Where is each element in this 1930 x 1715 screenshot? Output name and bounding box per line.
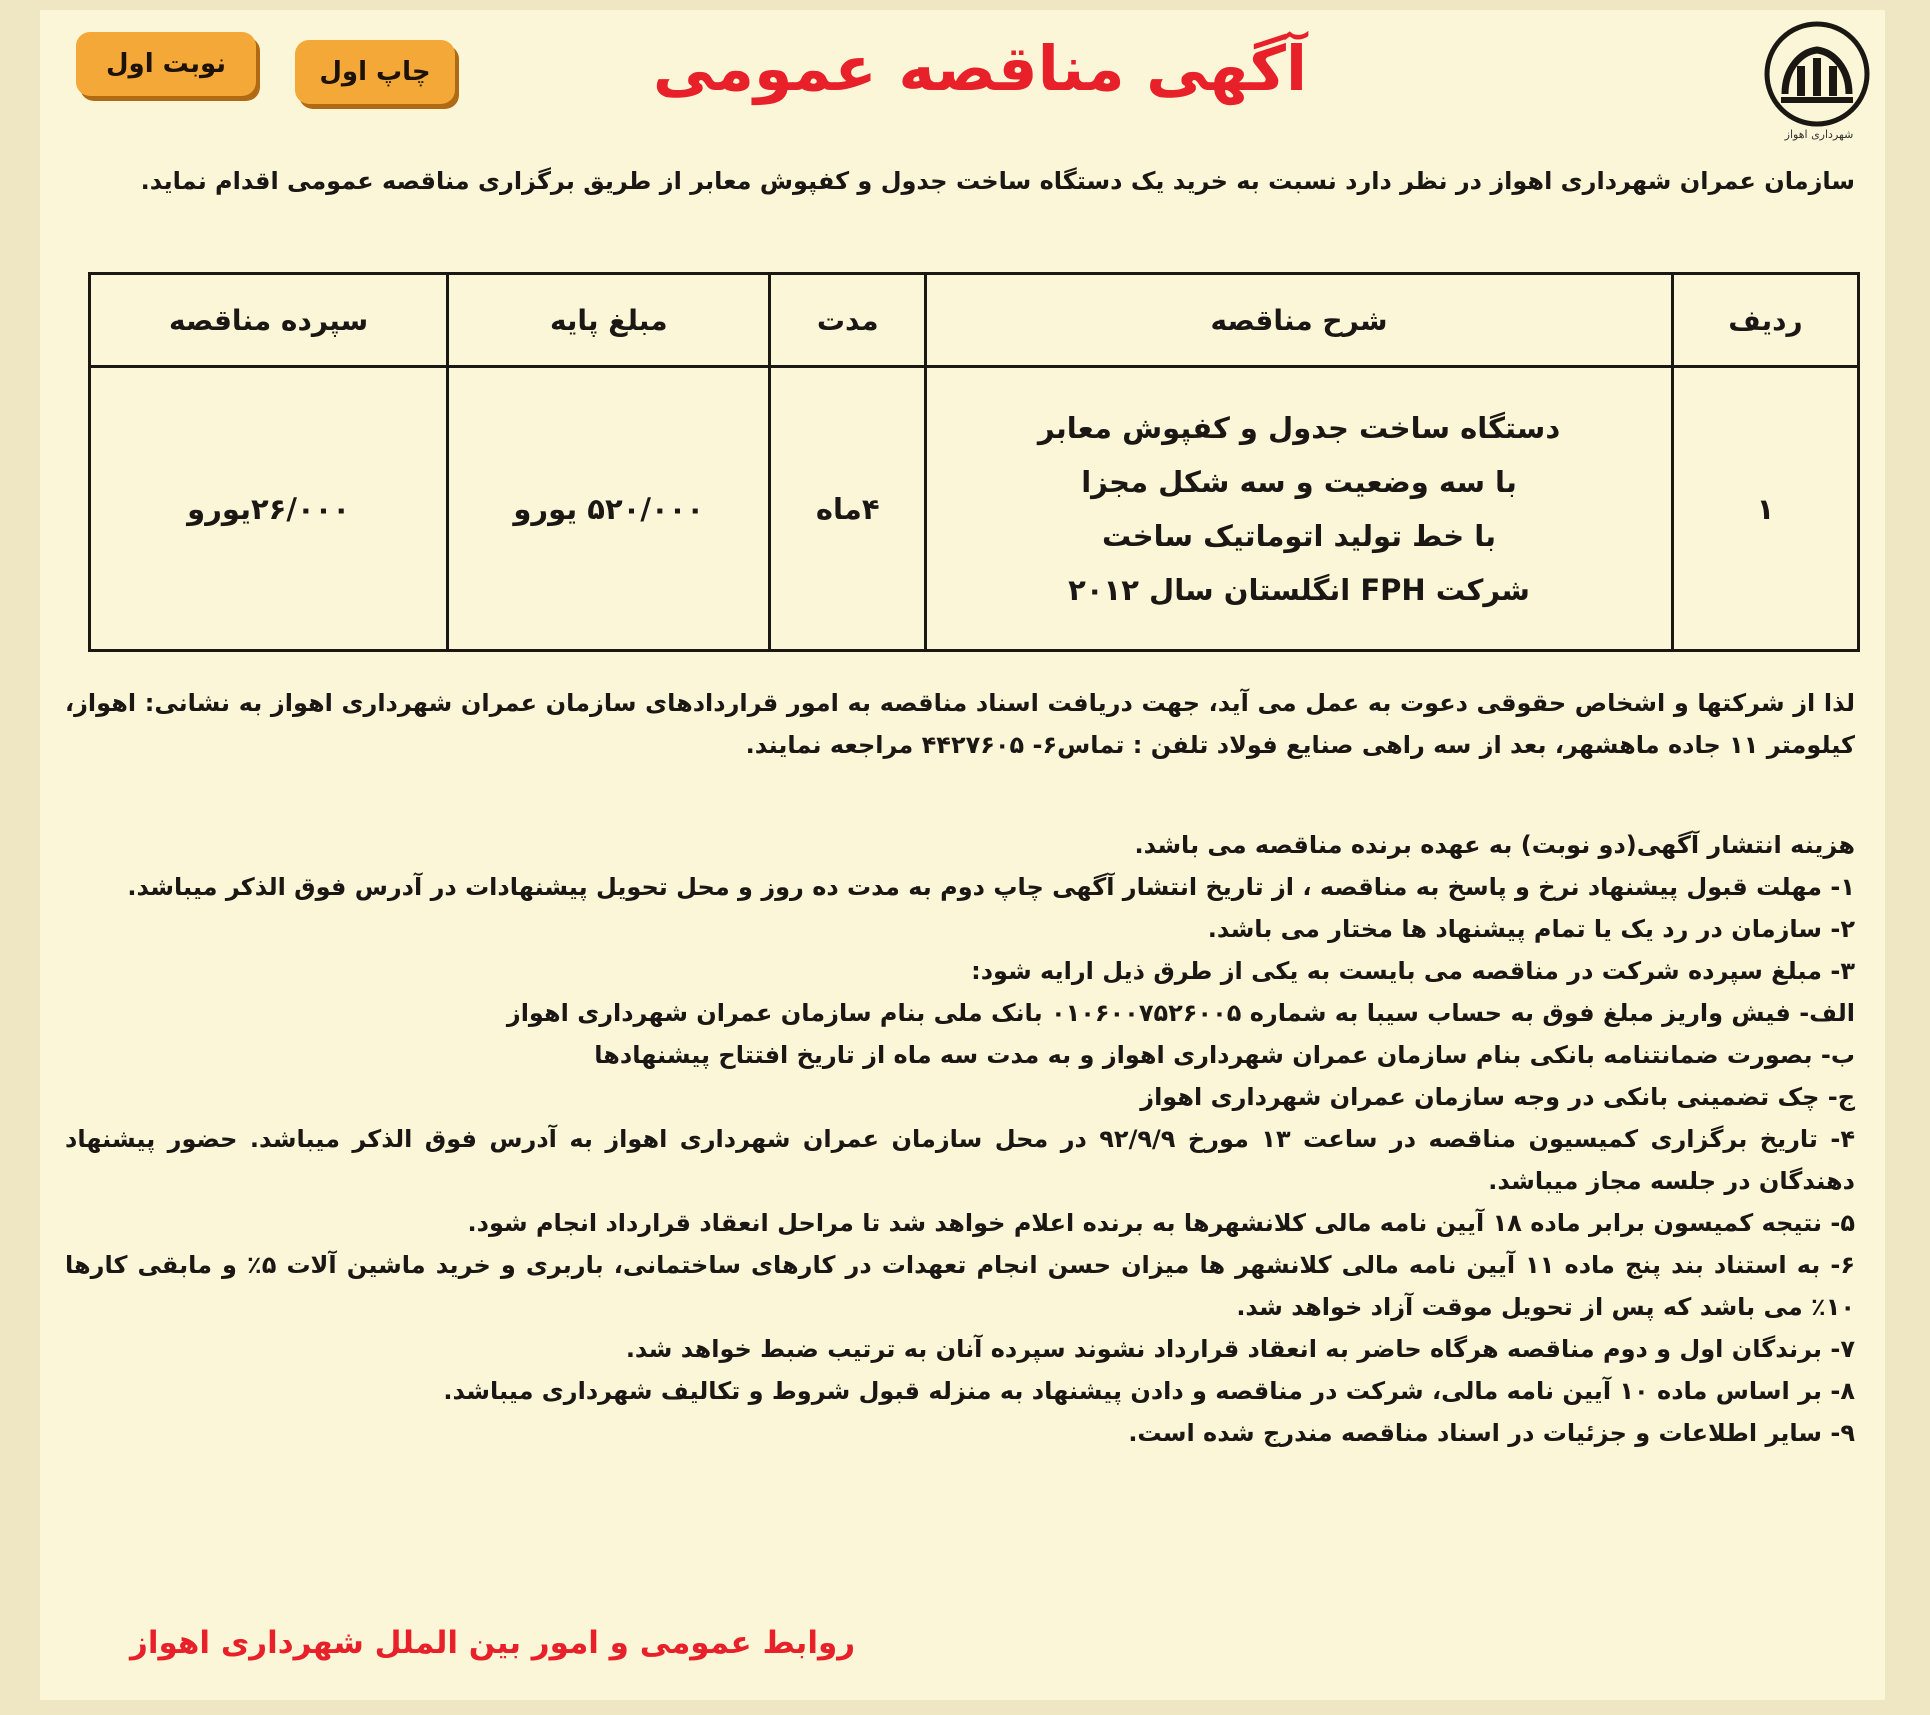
- header-row-number: ردیف: [1672, 274, 1858, 367]
- list-item: ۶- به استناد بند پنج ماده ۱۱ آیین نامه مالی کلانشهر ها میزان حسن انجام تعهدات در کارهای ساختمانی، باربری و خرید ماشین آلات ۵٪ و مابقی کارها ۱۰٪ می باشد که پس از تحویل موقت آزاد خواهد شد.: [65, 1251, 1855, 1321]
- list-item: ۹- سایر اطلاعات و جزئیات در اسناد مناقصه مندرج شده است.: [1128, 1419, 1855, 1447]
- cell-row-number: ۱: [1672, 367, 1858, 651]
- intro-paragraph: سازمان عمران شهرداری اهواز در نظر دارد نسبت به خرید یک دستگاه ساخت جدول و کفپوش معابر از طریق برگزاری مناقصه عمومی اقدام نماید.: [140, 167, 1855, 195]
- header-description: شرح مناقصه: [926, 274, 1673, 367]
- page-title: آگهی مناقصه عمومی: [652, 32, 1308, 105]
- list-item: ۱- مهلت قبول پیشنهاد نرخ و پاسخ به مناقصه ، از تاریخ انتشار آگهی چاپ دوم به مدت ده روز و محل تحویل پیشنهادات در آدرس فوق الذکر میباشد.: [127, 873, 1855, 901]
- header-base-amount: مبلغ پایه: [448, 274, 770, 367]
- invitation-paragraph: لذا از شرکتها و اشخاص حقوقی دعوت به عمل می آید، جهت دریافت اسناد مناقصه به امور قراردادهای سازمان عمران شهرداری اهواز به نشانی: اهواز، کیلومتر ۱۱ جاده ماهشهر، بعد از سه راهی صنایع فولاد تلفن : تماس۶- ۴۴۲۷۶۰۵ مراجعه نمایند.: [65, 689, 1855, 759]
- list-item: ۴- تاریخ برگزاری کمیسیون مناقصه در ساعت ۱۳ مورخ ۹۲/۹/۹ در محل سازمان عمران شهرداری اهواز به آدرس فوق الذکر میباشد. حضور پیشنهاد دهندگان در جلسه مجاز میباشد.: [65, 1125, 1855, 1195]
- list-item: هزینه انتشار آگهی(دو نوبت) به عهده برنده مناقصه می باشد.: [1134, 831, 1855, 859]
- logo-caption: شهرداری اهواز: [1784, 128, 1854, 141]
- cell-deposit: ۲۶/۰۰۰یورو: [90, 367, 448, 651]
- header-duration: مدت: [770, 274, 926, 367]
- turn-badge: نوبت اول: [76, 32, 256, 96]
- list-item: ۵- نتیجه کمیسون برابر ماده ۱۸ آیین نامه مالی کلانشهرها به برنده اعلام خواهد شد تا مراحل انعقاد قرارداد انجام شود.: [467, 1209, 1855, 1237]
- cell-duration: ۴ماه: [770, 367, 926, 651]
- list-item: ب- بصورت ضمانتنامه بانکی بنام سازمان عمران شهرداری اهواز و به مدت سه ماه از تاریخ افتتاح پیشنهادها: [594, 1041, 1855, 1069]
- tender-table: [88, 272, 1860, 652]
- cell-base-amount: ۵۲۰/۰۰۰ یورو: [448, 367, 770, 651]
- conditions-list: [65, 824, 1855, 1454]
- list-item: ج- چک تضمینی بانکی در وجه سازمان عمران شهرداری اهواز: [1140, 1083, 1855, 1111]
- list-item: ۳- مبلغ سپرده شرکت در مناقصه می بایست به یکی از طرق ذیل ارایه شود:: [971, 957, 1855, 985]
- list-item: الف- فیش واریز مبلغ فوق به حساب سیبا به شماره ۰۱۰۶۰۰۷۵۲۶۰۰۵ بانک ملی بنام سازمان عمران شهرداری اهواز: [506, 999, 1855, 1027]
- print-badge: چاپ اول: [295, 40, 455, 104]
- header-deposit: سپرده مناقصه: [90, 274, 448, 367]
- logo-emblem-icon: [1757, 16, 1877, 136]
- list-item: ۲- سازمان در رد یک یا تمام پیشنهاد ها مختار می باشد.: [1207, 915, 1855, 943]
- description-line: دستگاه ساخت جدول و کفپوش معابر: [1037, 410, 1561, 445]
- table-row: [90, 367, 1859, 651]
- municipality-logo: [1757, 16, 1877, 146]
- description-line: شرکت FPH انگلستان سال ۲۰۱۲: [1068, 572, 1530, 607]
- list-item: ۸- بر اساس ماده ۱۰ آیین نامه مالی، شرکت در مناقصه و دادن پیشنهاد به منزله قبول شروط و تکالیف شهرداری میباشد.: [443, 1377, 1855, 1405]
- table-header-row: [90, 274, 1859, 367]
- description-line: با خط تولید اتوماتیک ساخت: [1102, 518, 1496, 553]
- footer-signature: روابط عمومی و امور بین الملل شهرداری اهواز: [130, 1625, 856, 1661]
- list-item: ۷- برندگان اول و دوم مناقصه هرگاه حاضر به انعقاد قرارداد نشوند سپرده آنان به ترتیب ضبط خواهد شد.: [625, 1335, 1855, 1363]
- cell-description: [926, 367, 1673, 651]
- tender-notice: [40, 10, 1885, 1700]
- description-line: با سه وضعیت و سه شکل مجزا: [1081, 464, 1517, 499]
